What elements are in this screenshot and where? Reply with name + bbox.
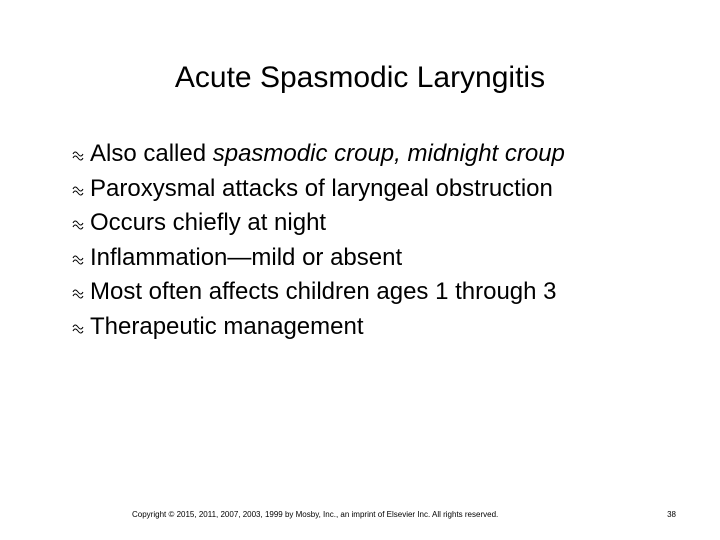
bullet-item: [72, 241, 565, 276]
wavy-line-bullet-icon: [72, 149, 84, 161]
page-number: 38: [667, 510, 676, 519]
bullet-item: [72, 206, 565, 241]
wavy-line-bullet-icon: [72, 184, 84, 196]
bullet-text: Inflammation—mild or absent: [90, 243, 403, 271]
bullet-item: [72, 310, 565, 345]
bullet-text: Occurs chiefly at night: [90, 209, 327, 236]
wavy-line-bullet-icon: [72, 322, 84, 334]
wavy-line-bullet-icon: [72, 253, 84, 265]
wavy-line-bullet-icon: [72, 287, 84, 299]
slide-title: Acute Spasmodic Laryngitis: [174, 61, 546, 94]
bullet-item: [72, 137, 565, 172]
bullet-item: [72, 172, 565, 207]
bullet-text-italic: spasmodic croup, midnight croup: [212, 140, 565, 167]
bullet-text: Most often affects children ages 1 through 3: [90, 278, 557, 305]
wavy-line-bullet-icon: [72, 218, 84, 230]
bullet-text: Therapeutic management: [90, 312, 364, 340]
bullet-list: [72, 137, 565, 344]
copyright-notice: Copyright © 2015, 2011, 2007, 2003, 1999 by Mosby, Inc., an imprint of Elsevier Inc. All rights reserved.: [132, 510, 499, 519]
bullet-item: [72, 275, 565, 310]
bullet-text: Also called: [90, 140, 213, 167]
bullet-text: Paroxysmal attacks of laryngeal obstruction: [90, 174, 553, 202]
